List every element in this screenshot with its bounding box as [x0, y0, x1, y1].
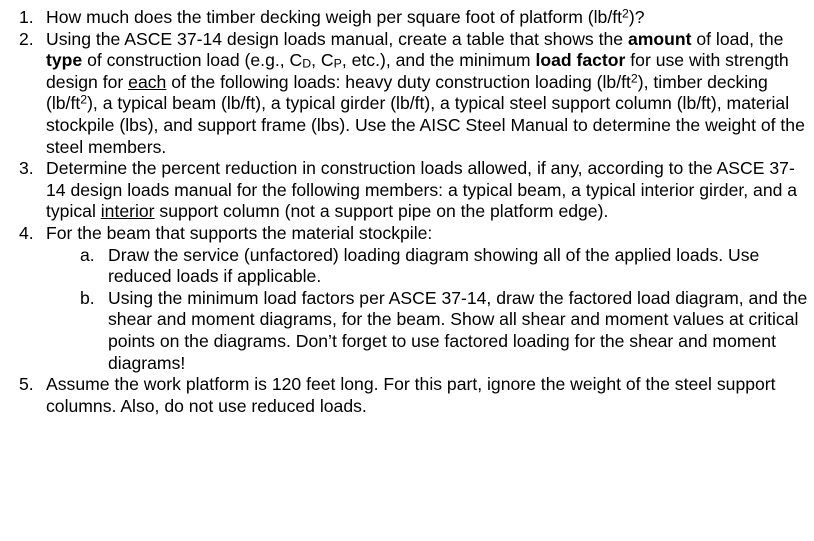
subscript: P — [333, 56, 342, 71]
question-5 — [0, 374, 814, 417]
question-text: For the beam that supports the material stockpile: — [46, 222, 433, 243]
subscript: D — [302, 56, 312, 71]
question-1 — [0, 7, 814, 29]
question-2 — [0, 29, 814, 159]
emphasis-amount: amount — [627, 28, 692, 49]
superscript: 2 — [630, 71, 638, 86]
subquestion-list — [0, 245, 814, 375]
question-number: 3. — [19, 158, 34, 179]
question-text: How much does the timber decking weigh per square foot of platform $(lb/ft^2)$? — [46, 6, 645, 27]
question-number: 4. — [19, 222, 34, 243]
superscript: 2 — [622, 6, 629, 21]
superscript: 2 — [80, 92, 88, 107]
subquestion-b — [0, 288, 814, 374]
question-text: Determine the percent reduction in construction loads allowed, if any, according to the ASCE 37-14 design loads manual for the following members: a typical beam, a typical interior girder, and a typical interior support column (not a support pipe on the platform edge). — [46, 158, 798, 222]
subquestion-text: Using the minimum load factors per ASCE 37-14, draw the factored load diagram, and the shear and moment diagrams, for the beam. Show all shear and moment values at critical points on the diagrams. Don’t forget to use factored loading for the shear and moment diagrams! — [108, 287, 808, 373]
question-4 — [0, 223, 814, 374]
question-number: 5. — [19, 374, 34, 395]
question-text: Using the ASCE 37-14 design loads manual, create a table that shows the amount of load, the type of construction load (e.g., $C_D$, $C_P$, etc.), and the minimum load factor for use with strength design for each of the following loads: heavy duty construction loading $(lb/ft^2)$, timber decking $(lb/ft^2)$, a typical beam (lb/ft), a typical girder (lb/ft), a typical steel support column (lb/ft), material stockpile (lbs), and support frame (lbs). Use the AISC Steel Manual to determine the weight of the steel members. — [46, 28, 805, 157]
subquestion-letter: a. — [80, 244, 95, 265]
emphasis-load-factor: load factor — [535, 50, 626, 71]
subquestion-a — [0, 245, 814, 288]
emphasis-type: type — [46, 50, 83, 71]
question-number: 1. — [19, 7, 34, 27]
question-list — [0, 7, 814, 417]
underline-interior: interior — [100, 201, 155, 222]
question-text: Assume the work platform is 120 feet long. For this part, ignore the weight of the steel support columns. Also, do not use reduced loads. — [46, 374, 776, 416]
question-number: 2. — [19, 28, 34, 49]
subquestion-letter: b. — [80, 287, 95, 308]
question-3 — [0, 158, 814, 223]
underline-each: each — [128, 71, 167, 92]
subquestion-text: Draw the service (unfactored) loading diagram showing all of the applied loads. Use reduced loads if applicable. — [108, 244, 760, 287]
